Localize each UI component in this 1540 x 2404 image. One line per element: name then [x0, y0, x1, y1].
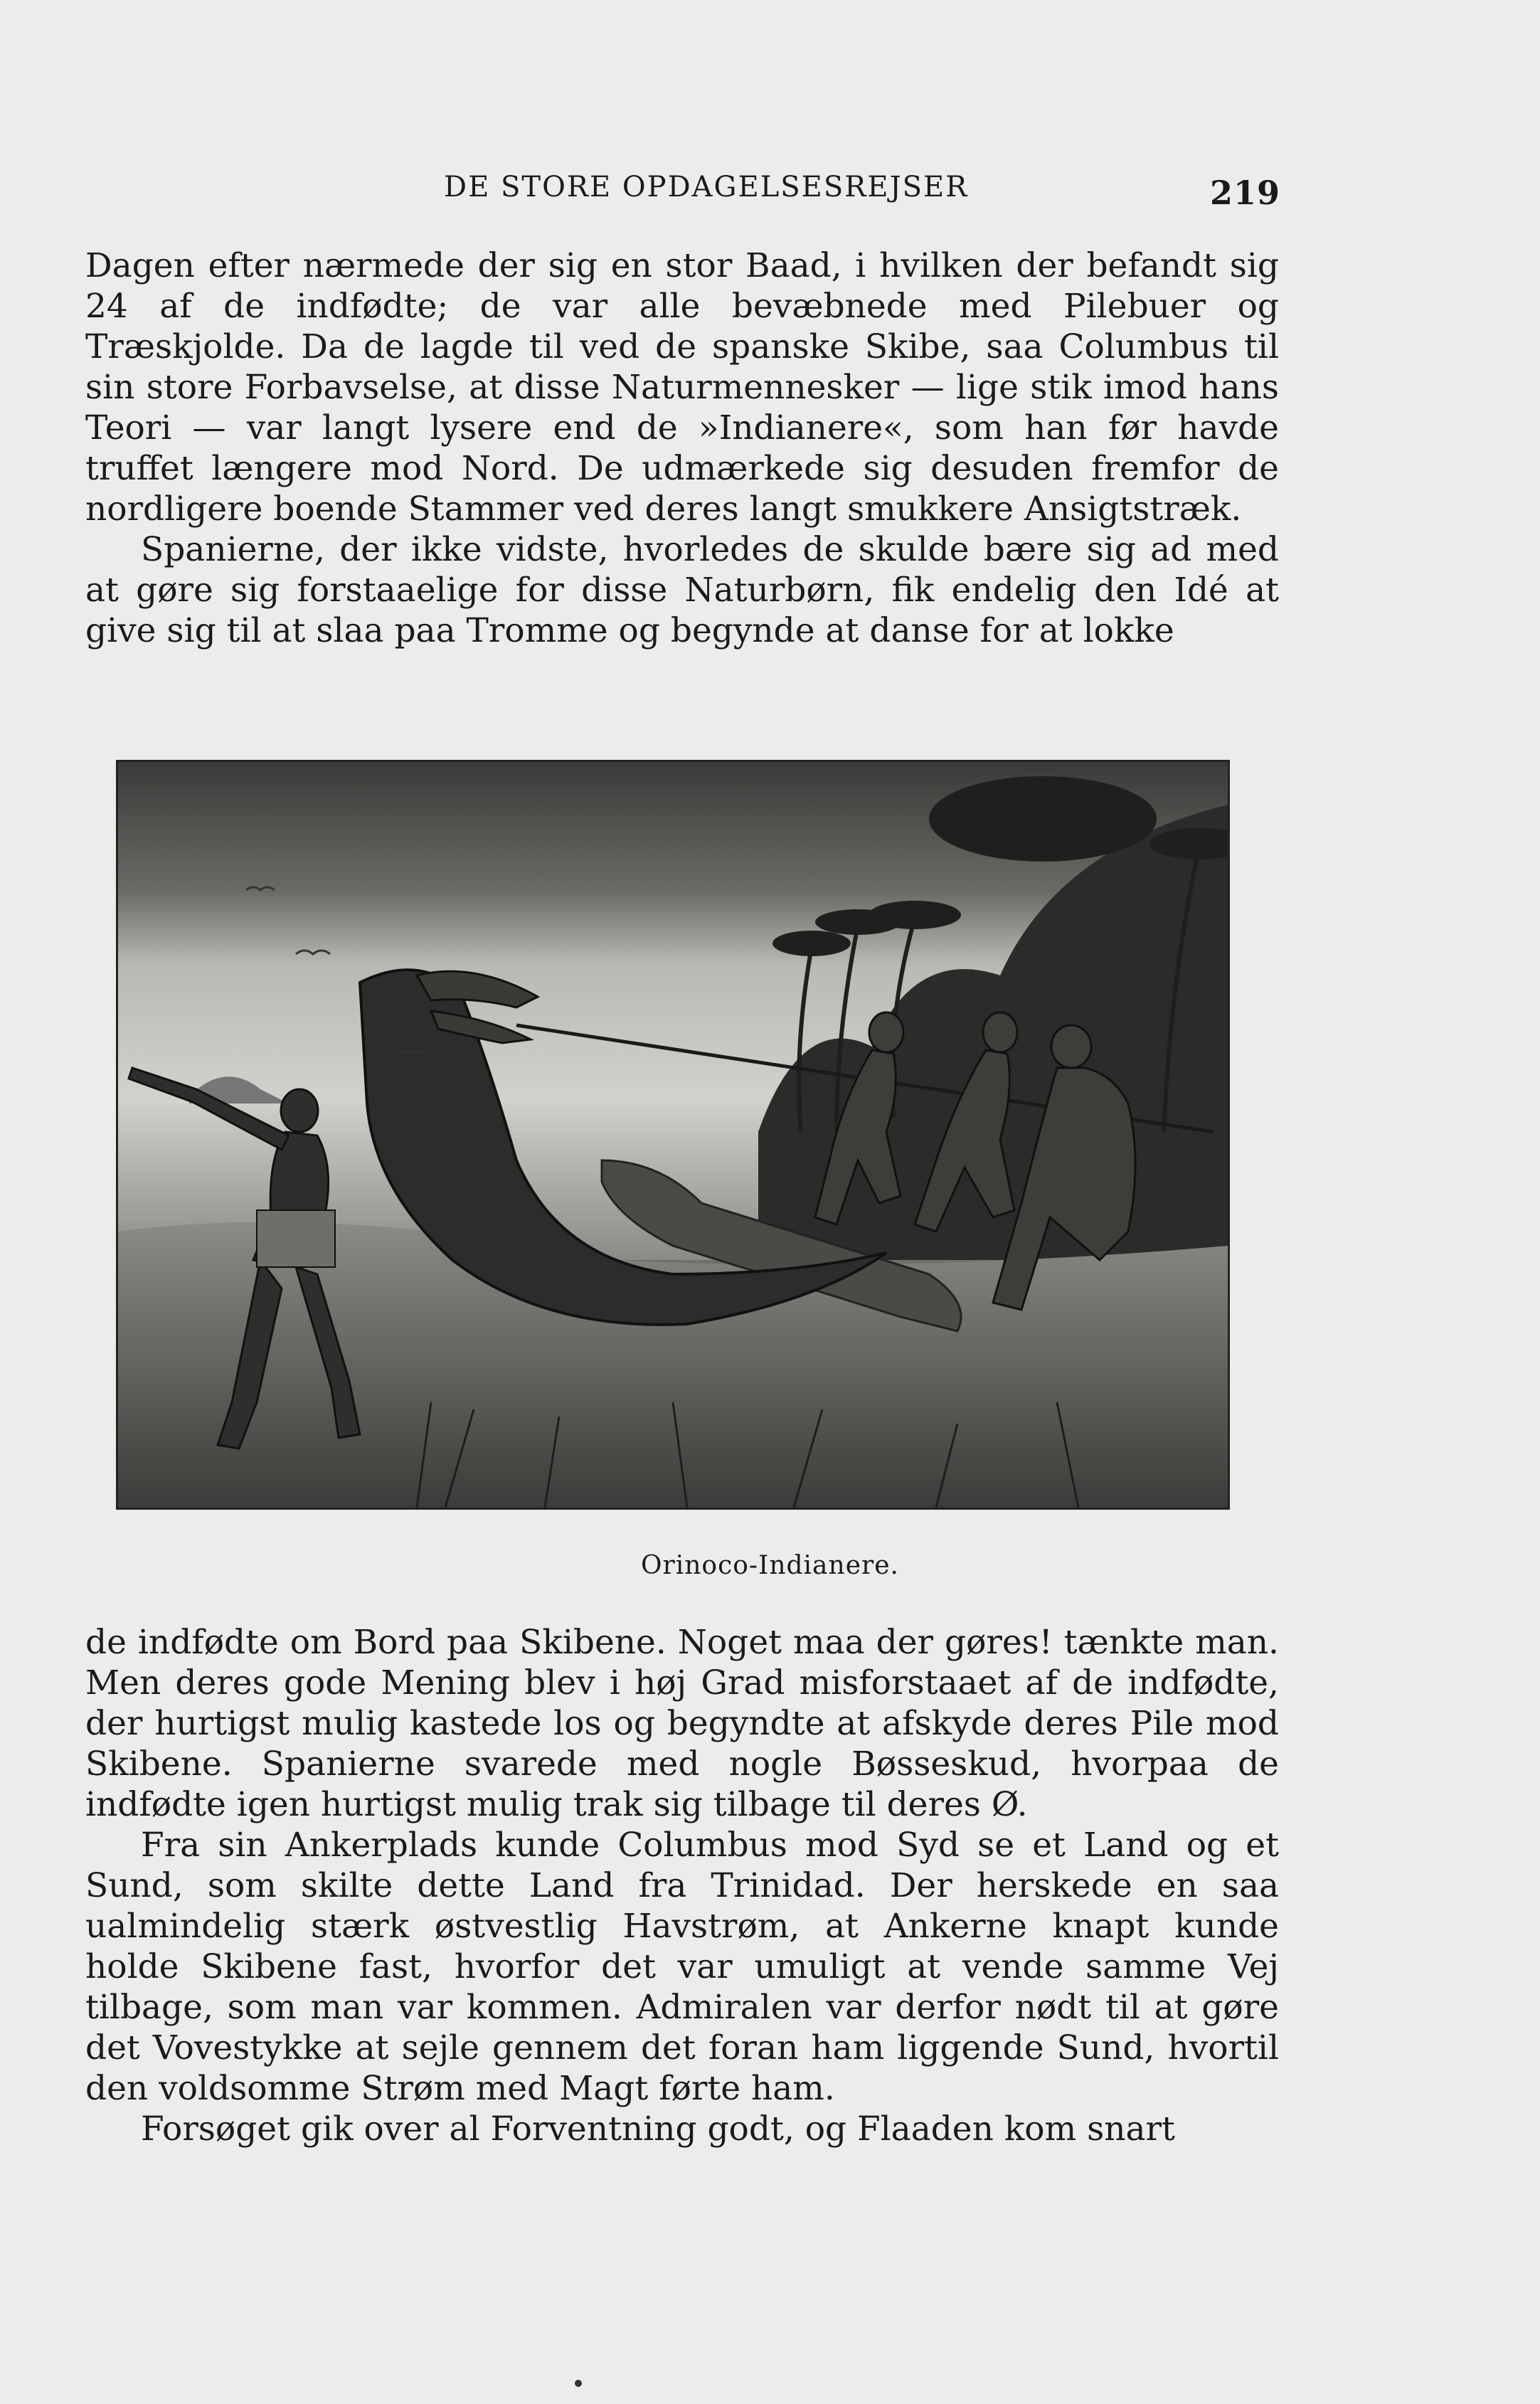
illustration-drawing — [118, 762, 1228, 1508]
paragraph: Dagen efter nærmede der sig en stor Baad, i hvilken der befandt sig 24 af de indfødte; de var alle bevæbnede med Pilebuer og Træskjolde. Da de lagde til ved de spanske Skibe, saa Columbus til sin store Forbavselse, at disse Naturmennesker — lige stik imod hans Teori — var langt lysere end de »Indianere«, som han før havde truffet længere mod Nord. De udmærkede sig desuden fremfor de nordligere boende Stammer ved deres langt smukkere Ansigtstræk. — [85, 246, 1279, 529]
paragraph: de indfødte om Bord paa Skibene. Noget maa der gøres! tænkte man. Men deres gode Mening blev i høj Grad misforstaaet af de indfødte, der hurtigst mulig kastede los og begyndte at afskyde deres Pile mod Skibene. Spanierne svarede med nogle Bøsseskud, hvorpaa de indfødte igen hurtigst mulig trak sig tilbage til deres Ø. — [85, 1623, 1279, 1824]
engraving-illustration — [116, 760, 1230, 1510]
loincloth — [257, 1210, 335, 1267]
page-header — [85, 162, 1280, 212]
ink-speck — [575, 2380, 582, 2387]
page-number: 219 — [1209, 174, 1280, 212]
body-text-bottom — [85, 1622, 1279, 2149]
body-text-top — [85, 245, 1279, 651]
paragraph: Forsøget gik over al Forventning godt, og Flaaden kom snart — [141, 2109, 1175, 2149]
paragraph: Fra sin Ankerplads kunde Columbus mod Syd se et Land og et Sund, som skilte dette Land fra Trinidad. Der herskede en saa ualmindelig stærk østvestlig Havstrøm, at Ankerne knapt kunde holde Skibene fast, hvorfor det var umuligt at vende samme Vej tilbage, som man var kommen. Admiralen var derfor nødt til at gøre det Vovestykke at sejle gennem det foran ham liggende Sund, hvortil den voldsomme Strøm med Magt førte ham. — [85, 1826, 1279, 2108]
paragraph: Spanierne, der ikke vidste, hvorledes de skulde bære sig ad med at gøre sig forstaaelige for disse Naturbørn, fik endelig den Idé at give sig til at slaa paa Tromme og begynde at danse for at lokke — [85, 530, 1279, 650]
figure-caption: Orinoco-Indianere. — [641, 1551, 899, 1580]
running-head: DE STORE OPDAGELSESREJSER — [444, 171, 969, 203]
